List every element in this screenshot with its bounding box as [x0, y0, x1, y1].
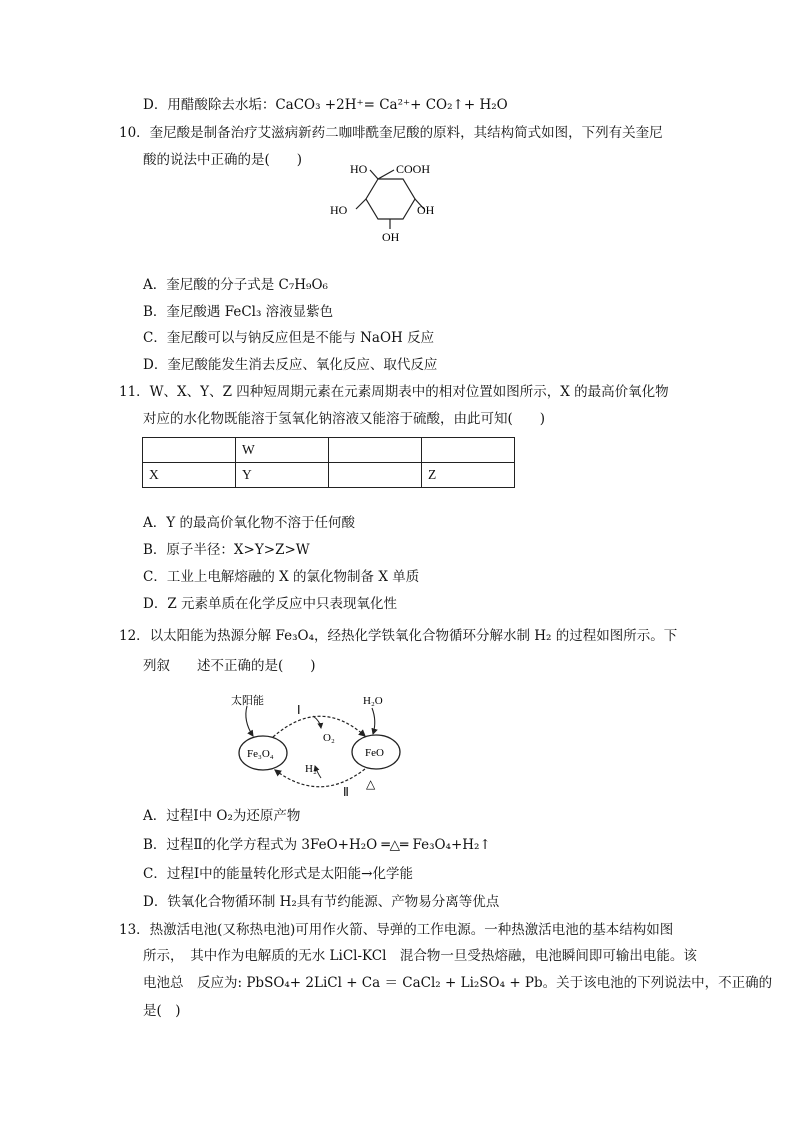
table-cell: [329, 463, 422, 488]
iron-oxide-cycle-diagram: [225, 686, 415, 802]
table-cell: [143, 438, 236, 463]
q10-stem-line2: 酸的说法中正确的是( ): [143, 152, 303, 168]
o2-label: O₂: [323, 732, 335, 744]
table-row: [143, 438, 515, 463]
q12-stem-line2: 列叙 述不正确的是( ): [143, 658, 316, 674]
table-cell: Y: [236, 463, 329, 488]
q12-option-b: B．过程Ⅱ的化学方程式为 3FeO+H₂O ═△═ Fe₃O₄+H₂↑: [143, 837, 491, 853]
table-cell: W: [236, 438, 329, 463]
heat-symbol: △: [366, 777, 376, 791]
q13-stem-line1: 13．热激活电池(又称热电池)可用作火箭、导弹的工作电源。一种热激活电池的基本结构如图: [119, 922, 674, 938]
oh-bottom-label: OH: [382, 230, 400, 244]
table-cell: X: [143, 463, 236, 488]
q13-stem-line3: 电池总 反应为: PbSO₄+ 2LiCl + Ca ＝ CaCl₂ + Li₂SO₄ + Pb。关于该电池的下列说法中，不正确的: [143, 975, 773, 991]
quinic-acid-structure: [320, 156, 460, 248]
q11-option-c: C．工业上电解熔融的 X 的氯化物制备 X 单质: [143, 569, 420, 585]
table-cell: [422, 438, 515, 463]
step-1-label: Ⅰ: [297, 703, 301, 717]
step-2-label: Ⅱ: [343, 785, 349, 799]
table-cell: [329, 438, 422, 463]
q11-option-b: B．原子半径：X>Y>Z>W: [143, 542, 310, 558]
q12-stem-line1: 12．以太阳能为热源分解 Fe₃O₄，经热化学铁氧化合物循环分解水制 H₂ 的过程如图所示。下: [119, 628, 678, 644]
ho-top-label: HO: [350, 162, 368, 176]
periodic-table-excerpt: [142, 437, 515, 488]
h2-label: H₂: [305, 763, 317, 775]
h2o-label: H₂O: [363, 695, 383, 707]
q10-option-b: B．奎尼酸遇 FeCl₃ 溶液显紫色: [143, 304, 334, 320]
q13-stem-line2: 所示， 其中作为电解质的无水 LiCl-KCl 混合物一旦受热熔融，电池瞬间即可输出电能。该: [143, 948, 697, 964]
q10-option-d: D．奎尼酸能发生消去反应、氧化反应、取代反应: [143, 357, 438, 373]
q10-stem-line1: 10．奎尼酸是制备治疗艾滋病新药二咖啡酰奎尼酸的原料，其结构简式如图，下列有关奎尼: [119, 125, 663, 141]
q11-stem-line1: 11．W、X、Y、Z 四种短周期元素在元素周期表中的相对位置如图所示，X 的最高价氧化物: [119, 384, 669, 400]
q9-option-d: D．用醋酸除去水垢：CaCO₃ +2H⁺= Ca²⁺+ CO₂↑+ H₂O: [143, 97, 508, 113]
q10-option-a: A．奎尼酸的分子式是 C₇H₉O₆: [143, 277, 328, 293]
oh-right-label: OH: [417, 203, 435, 217]
solar-energy-label: 太阳能: [231, 695, 264, 707]
q12-option-c: C．过程Ⅰ中的能量转化形式是太阳能→化学能: [143, 866, 413, 882]
table-cell: Z: [422, 463, 515, 488]
ho-left-label: HO: [330, 203, 348, 217]
q11-stem-line2: 对应的水化物既能溶于氢氧化钠溶液又能溶于硫酸，由此可知( ): [143, 411, 546, 427]
feo-label: FeO: [365, 747, 384, 759]
q12-option-a: A．过程Ⅰ中 O₂为还原产物: [143, 808, 301, 824]
q10-option-c: C．奎尼酸可以与钠反应但是不能与 NaOH 反应: [143, 330, 435, 346]
q11-option-d: D．Z 元素单质在化学反应中只表现氧化性: [143, 596, 397, 612]
fe3o4-label: Fe₃O₄: [247, 748, 274, 760]
q12-option-d: D．铁氧化合物循环制 H₂具有节约能源、产物易分离等优点: [143, 894, 500, 910]
q13-stem-line4: 是( ): [143, 1003, 181, 1019]
cooh-label: COOH: [396, 162, 431, 176]
table-row: [143, 463, 515, 488]
q11-option-a: A．Y 的最高价氧化物不溶于任何酸: [143, 515, 355, 531]
